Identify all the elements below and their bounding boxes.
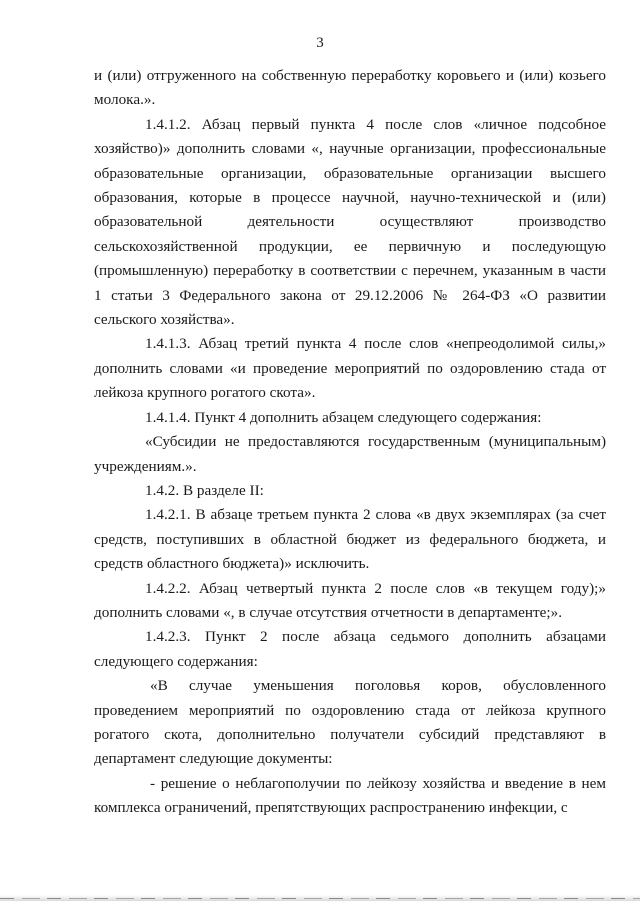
paragraph-1-4-2: 1.4.2. В разделе II: [145,481,264,499]
document-body [94,64,606,821]
paragraph-continuation: и (или) отгруженного на собственную переработку коровьего и (или) козьего молока.». [94,67,606,109]
paragraph-1-4-1-3: 1.4.1.3. Абзац третий пункта 4 после слов «непреодолимой силы,» дополнить словами «и проведение мероприятий по оздоровлению стада от лейкоза крупного рогатого скота». [94,335,606,402]
paragraph-quote-subsidies: «Субсидии не предоставляются государственным (муниципальным) учреждениям.». [94,433,606,475]
paragraph-1-4-2-2: 1.4.2.2. Абзац четвертый пункта 2 после слов «в текущем году);» дополнить словами «, в случае отсутствия отчетности в департаменте;». [94,579,606,621]
paragraph-1-4-1-4: 1.4.1.4. Пункт 4 дополнить абзацем следующего содержания: [145,408,542,426]
paragraph-1-4-2-1: 1.4.2.1. В абзаце третьем пункта 2 слова «в двух экземплярах (за счет средств, поступивших в областной бюджет из федерального бюджета, и средств областного бюджета)» исключить. [94,506,606,573]
paragraph-1-4-1-2: 1.4.1.2. Абзац первый пункта 4 после слов «личное подсобное хозяйство)» дополнить словами «, научные организации, профессиональные образовательные организации, образовательные организации высшего образования, которые в процессе научной, научно-технической и (или) образовательной деятельности осуществляют производство сельскохозяйственной продукции, ее первичную и последующую (промышленную) переработку в соответствии с перечнем, указанным в части 1 статьи 3 Федерального закона от 29.12.2006 № 264-ФЗ «О развитии сельского хозяйства». [94,115,606,329]
paragraph-quote-livestock: «В случае уменьшения поголовья коров, обусловленного проведением мероприятий по оздоровлению стада от лейкоза крупного рогатого скота, дополнительно получатели субсидий представляют в департамент следующие документы: [94,677,606,768]
page-number: 3 [316,35,324,51]
scan-bottom-edge [0,895,640,901]
paragraph-list-item-decision: - решение о неблагополучии по лейкозу хозяйства и введение в нем комплекса ограничений, препятствующих распространению инфекции, с [94,774,606,817]
paragraph-1-4-2-3: 1.4.2.3. Пункт 2 после абзаца седьмого дополнить абзацами следующего содержания: [94,628,606,670]
